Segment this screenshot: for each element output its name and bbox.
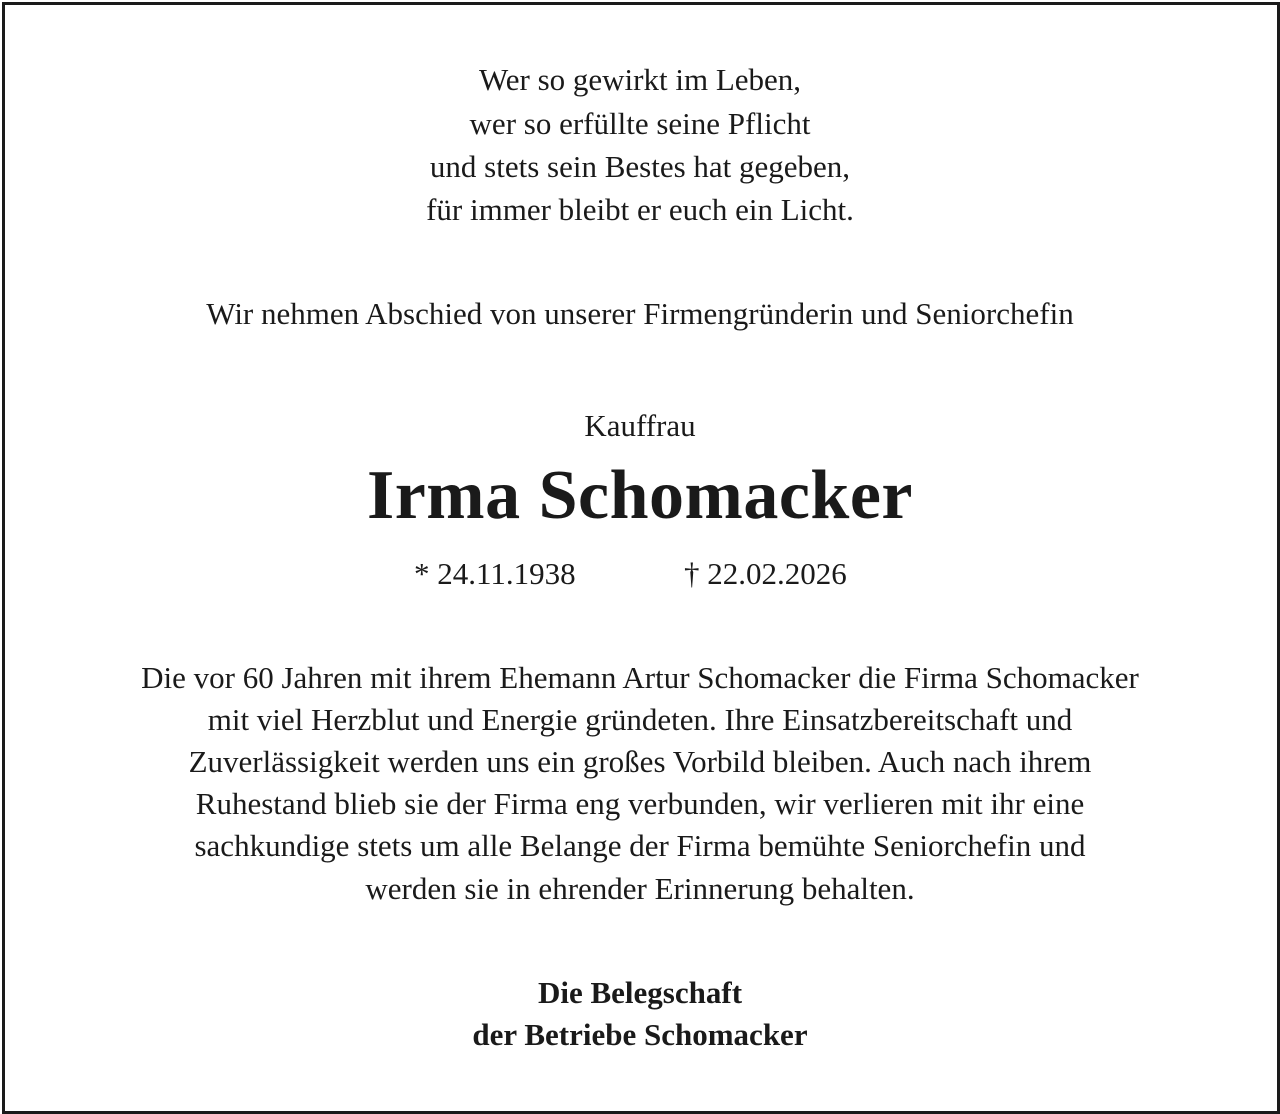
poem-line: für immer bleibt er euch ein Licht. <box>426 192 854 227</box>
signature-line: Die Belegschaft <box>537 975 743 1010</box>
occupation-title: Kauffrau <box>584 408 696 443</box>
tribute-line: werden sie in ehrender Erinnerung behalten. <box>365 871 915 906</box>
tribute-line: Ruhestand blieb sie der Firma eng verbunden, wir verlieren mit ihr eine <box>195 786 1085 821</box>
tribute-line: Zuverlässigkeit werden uns ein großes Vorbild bleiben. Auch nach ihrem <box>188 744 1092 779</box>
birth-date: * 24.11.1938 <box>414 556 576 591</box>
tribute-line: mit viel Herzblut und Energie gründeten. Ihre Einsatzbereitschaft und <box>207 702 1073 737</box>
death-date: † 22.02.2026 <box>684 556 847 591</box>
poem-line: wer so erfüllte seine Pflicht <box>469 106 811 141</box>
farewell-intro: Wir nehmen Abschied von unserer Firmengründerin und Seniorchefin <box>206 296 1074 331</box>
poem-line: Wer so gewirkt im Leben, <box>478 62 802 97</box>
poem-line: und stets sein Bestes hat gegeben, <box>429 149 851 184</box>
deceased-name: Irma Schomacker <box>366 457 913 534</box>
tribute-line: sachkundige stets um alle Belange der Firma bemühte Seniorchefin und <box>194 828 1086 863</box>
tribute-line: Die vor 60 Jahren mit ihrem Ehemann Artur Schomacker die Firma Schomacker <box>141 660 1139 695</box>
signature-line: der Betriebe Schomacker <box>472 1017 808 1052</box>
